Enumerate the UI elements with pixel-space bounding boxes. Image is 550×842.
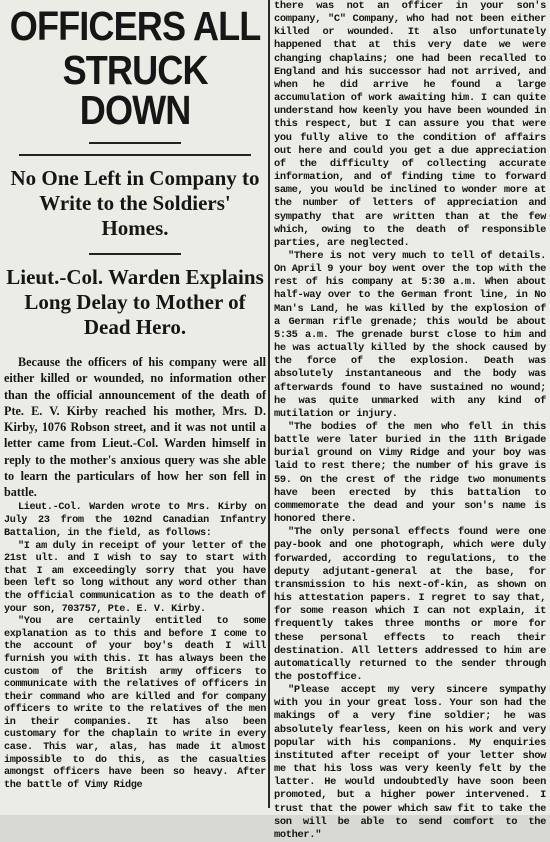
- rule-short-2: [89, 253, 181, 255]
- letter-paragraph: "Please accept my very sincere sympathy with you in your great loss. Your son had the makings of a very fine soldier; he was absolutely fearless, keen on his work and very popular with his companions. My enquiries instituted after receipt of your letter show me that his loss was very keenly felt by the latter. He would undoubtedly have soon been promoted, but a higher power intervened. I trust that the power which saw fit to take the son will be able to send comfort to the mother.": [274, 684, 546, 841]
- letter-paragraph: "The bodies of the men who fell in this battle were later buried in the 11th Brigade burial ground on Vimy Ridge and your boy was laid to rest there; the number of his grave is 59. On the crest of the ridge two monuments have been erected by this battalion to commemorate the dead and your son's name is honored there.: [274, 421, 546, 526]
- right-column: [274, 0, 546, 841]
- body-paragraph: Lieut.-Col. Warden wrote to Mrs. Kirby on July 23 from the 102nd Canadian Infantry Battalion, in the field, as follows:: [4, 501, 266, 540]
- rule-short: [89, 142, 181, 144]
- letter-paragraph: "I am duly in receipt of your letter of the 21st ult. and I wish to say to start with that I am exceedingly sorry that you have been left so long without any word other than the official communication as to the death of your son, 703757, Pte. E. V. Kirby.: [4, 540, 266, 615]
- lead-paragraph: Because the officers of his company were all either killed or wounded, no information other than the official announcement of the death of Pte. E. V. Kirby reached his mother, Mrs. D. Kirby, 1076 Robson street, and it was not until a letter came from Lieut.-Col. Warden himself in reply to the mother's anxious query was she able to learn the particulars of how her son fell in battle.: [4, 355, 266, 500]
- headline: [4, 3, 266, 133]
- letter-paragraph: there was not an officer in your son's company, "C" Company, who had not been either killed or wounded. It also unfortunately happened that at this very date we were changing chaplains; one had been recalled to England and his successor had not arrived, and when he did arrive he found a large accumulation of work awaiting him. I can quite understand how keenly you have been wounded in this respect, but I can assure you that were you fully alive to the condition of affairs out here and could you get a due appreciation of the difficulty of collecting accurate information, and of finding time to forward same, you would be inclined to wonder more at the number of letters of appreciation and sympathy that are written than at the few which, owing to the death of responsible parties, are neglected.: [274, 0, 546, 249]
- letter-paragraph: "There is not very much to tell of details. On April 9 your boy went over the top with the rest of his company at 5:30 a.m. When about half-way over to the German front line, in No Man's Land, he was killed by the explosion of a German rifle grenade; this would be about 5:35 a.m. The grenade burst close to him and he was actually killed by the shock caused by the force of the explosion. Death was absolutely instantaneous and the body was afterwards found to have sustained no wound; he was quite unmarked with any kind of mutilation or injury.: [274, 249, 546, 420]
- column-divider: [268, 0, 270, 808]
- letter-paragraph: "You are certainly entitled to some explanation as to this and before I come to the account of your boy's death I will furnish you with this. It has always been the custom of the British army officers to communicate with the relatives of officers in their command who are killed and for company officers to write to the relatives of the men in their companies. It has also been customary for the chaplain to write in every case. This war, alas, has made it almost impossible to do this, as the casualties amongst officers have been so heavy. After the battle of Vimy Ridge: [4, 616, 266, 791]
- left-column: [4, 0, 266, 808]
- rule-long: [19, 154, 251, 156]
- deck-headline-1: No One Left in Company to Write to the Soldiers' Homes.: [10, 166, 260, 240]
- headline-line-1: OFFICERS ALL: [9, 3, 261, 49]
- deck-headline-2: Lieut.-Col. Warden Explains Long Delay to Mother of Dead Hero.: [6, 265, 264, 339]
- headline-line-2: STRUCK DOWN: [62, 47, 208, 133]
- letter-paragraph: "The only personal effects found were one pay-book and one photograph, which were duly forwarded, according to regulations, to the deputy adjutant-general at the base, for transmission to his next-of-kin, as shown on his attestation papers. I regret to say that, for some reason which I can not explain, it frequently takes three months or more for these personal effects to reach their destination. All letters addressed to him are automatically returned to the sender through the postoffice.: [274, 526, 546, 683]
